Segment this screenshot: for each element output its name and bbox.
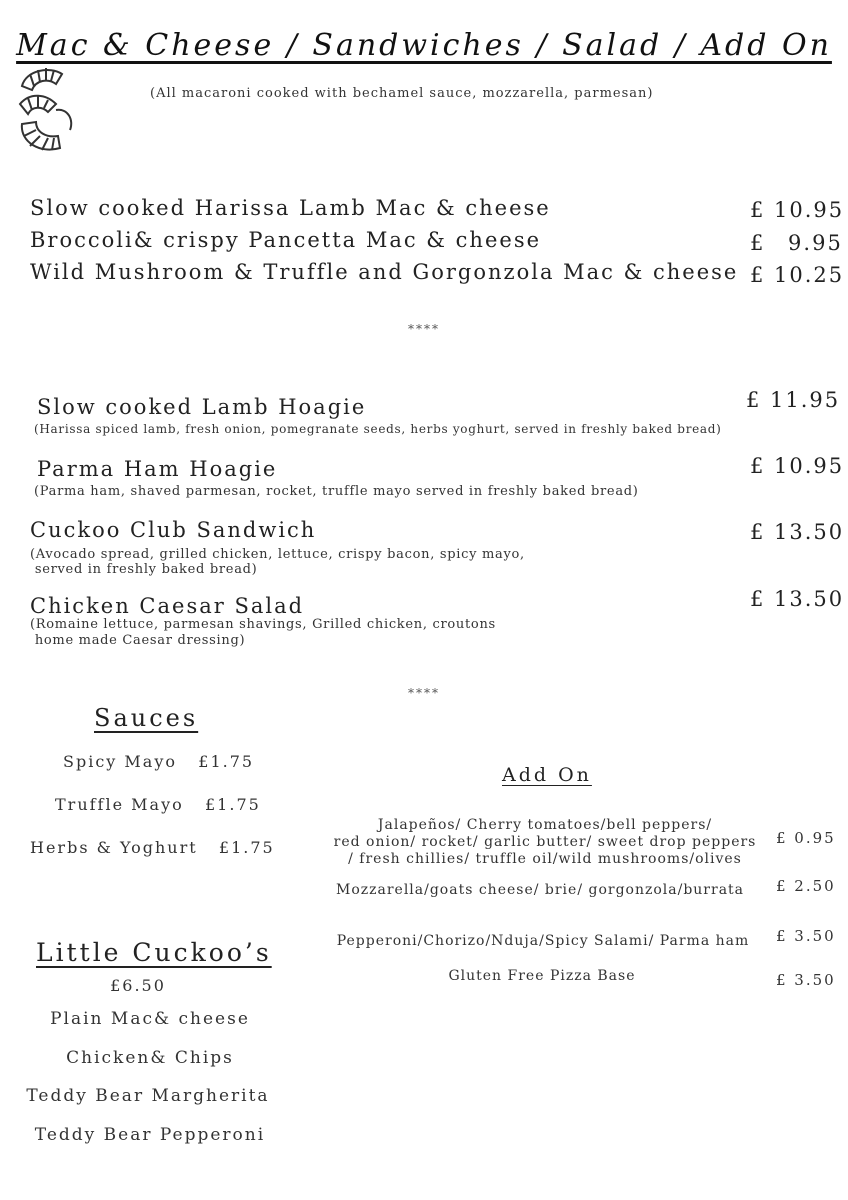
add-on-item: Mozzarella/goats cheese/ brie/ gorgonzola/burrata xyxy=(335,882,745,898)
add-on-price: £ 3.50 xyxy=(776,971,836,989)
mac-item-name: Broccoli& crispy Pancetta Mac & cheese xyxy=(30,228,542,252)
sandwich-price: £ 10.95 xyxy=(750,454,845,478)
sandwich-desc: served in freshly baked bread) xyxy=(30,562,258,577)
mac-item-name: Slow cooked Harissa Lamb Mac & cheese xyxy=(30,196,551,220)
sandwich-desc: (Parma ham, shaved parmesan, rocket, truffle mayo served in freshly baked bread) xyxy=(34,484,639,499)
macaroni-icon xyxy=(16,64,76,160)
mac-item-price: £ 9.95 xyxy=(750,231,843,255)
kids-item: Teddy Bear Pepperoni xyxy=(34,1125,266,1145)
separator: **** xyxy=(408,322,440,336)
sandwich-price: £ 13.50 xyxy=(750,520,845,544)
mac-item-price: £ 10.25 xyxy=(750,263,845,287)
sauce-item: Herbs & Yoghurt £1.75 xyxy=(30,838,275,857)
kids-item: Plain Mac& cheese xyxy=(50,1009,250,1029)
sauce-item: Truffle Mayo £1.75 xyxy=(55,795,261,814)
kids-item: Teddy Bear Margherita xyxy=(26,1086,270,1106)
little-cuckoos-price: £6.50 xyxy=(110,976,166,995)
sandwich-name: Cuckoo Club Sandwich xyxy=(30,518,317,542)
kids-item: Chicken& Chips xyxy=(66,1048,234,1068)
mac-item-price: £ 10.95 xyxy=(750,198,845,222)
add-on-item: Jalapeños/ Cherry tomatoes/bell peppers/ red onion/ rocket/ garlic butter/ sweet drop peppers / fresh chillies/ truffle oil/wild mushrooms/olives xyxy=(333,817,757,867)
sandwich-name: Slow cooked Lamb Hoagie xyxy=(37,395,367,419)
page-title: Mac & Cheese / Sandwiches / Salad / Add On xyxy=(16,28,832,63)
sauces-title: Sauces xyxy=(94,704,199,732)
little-cuckoos-title: Little Cuckoo’s xyxy=(36,938,272,967)
salad-desc: home made Caesar dressing) xyxy=(30,633,246,648)
add-on-item: Gluten Free Pizza Base xyxy=(448,968,636,984)
add-on-title: Add On xyxy=(502,764,592,786)
add-on-price: £ 3.50 xyxy=(776,927,836,945)
add-on-price: £ 2.50 xyxy=(776,877,836,895)
salad-price: £ 13.50 xyxy=(750,587,845,611)
sandwich-desc: (Avocado spread, grilled chicken, lettuce, crispy bacon, spicy mayo, xyxy=(30,547,525,562)
sandwich-price: £ 11.95 xyxy=(746,388,841,412)
salad-desc: (Romaine lettuce, parmesan shavings, Grilled chicken, croutons xyxy=(30,617,496,632)
salad-name: Chicken Caesar Salad xyxy=(30,594,305,618)
sandwich-desc: (Harissa spiced lamb, fresh onion, pomegranate seeds, herbs yoghurt, served in freshly baked bread) xyxy=(34,422,722,436)
subtitle-note: (All macaroni cooked with bechamel sauce, mozzarella, parmesan) xyxy=(150,86,654,101)
separator: **** xyxy=(408,686,440,700)
add-on-item: Pepperoni/Chorizo/Nduja/Spicy Salami/ Parma ham xyxy=(336,933,750,949)
mac-item-name: Wild Mushroom & Truffle and Gorgonzola Mac & cheese xyxy=(30,260,739,284)
add-on-price: £ 0.95 xyxy=(776,829,836,847)
sauce-item: Spicy Mayo £1.75 xyxy=(63,752,255,771)
sandwich-name: Parma Ham Hoagie xyxy=(37,457,278,481)
